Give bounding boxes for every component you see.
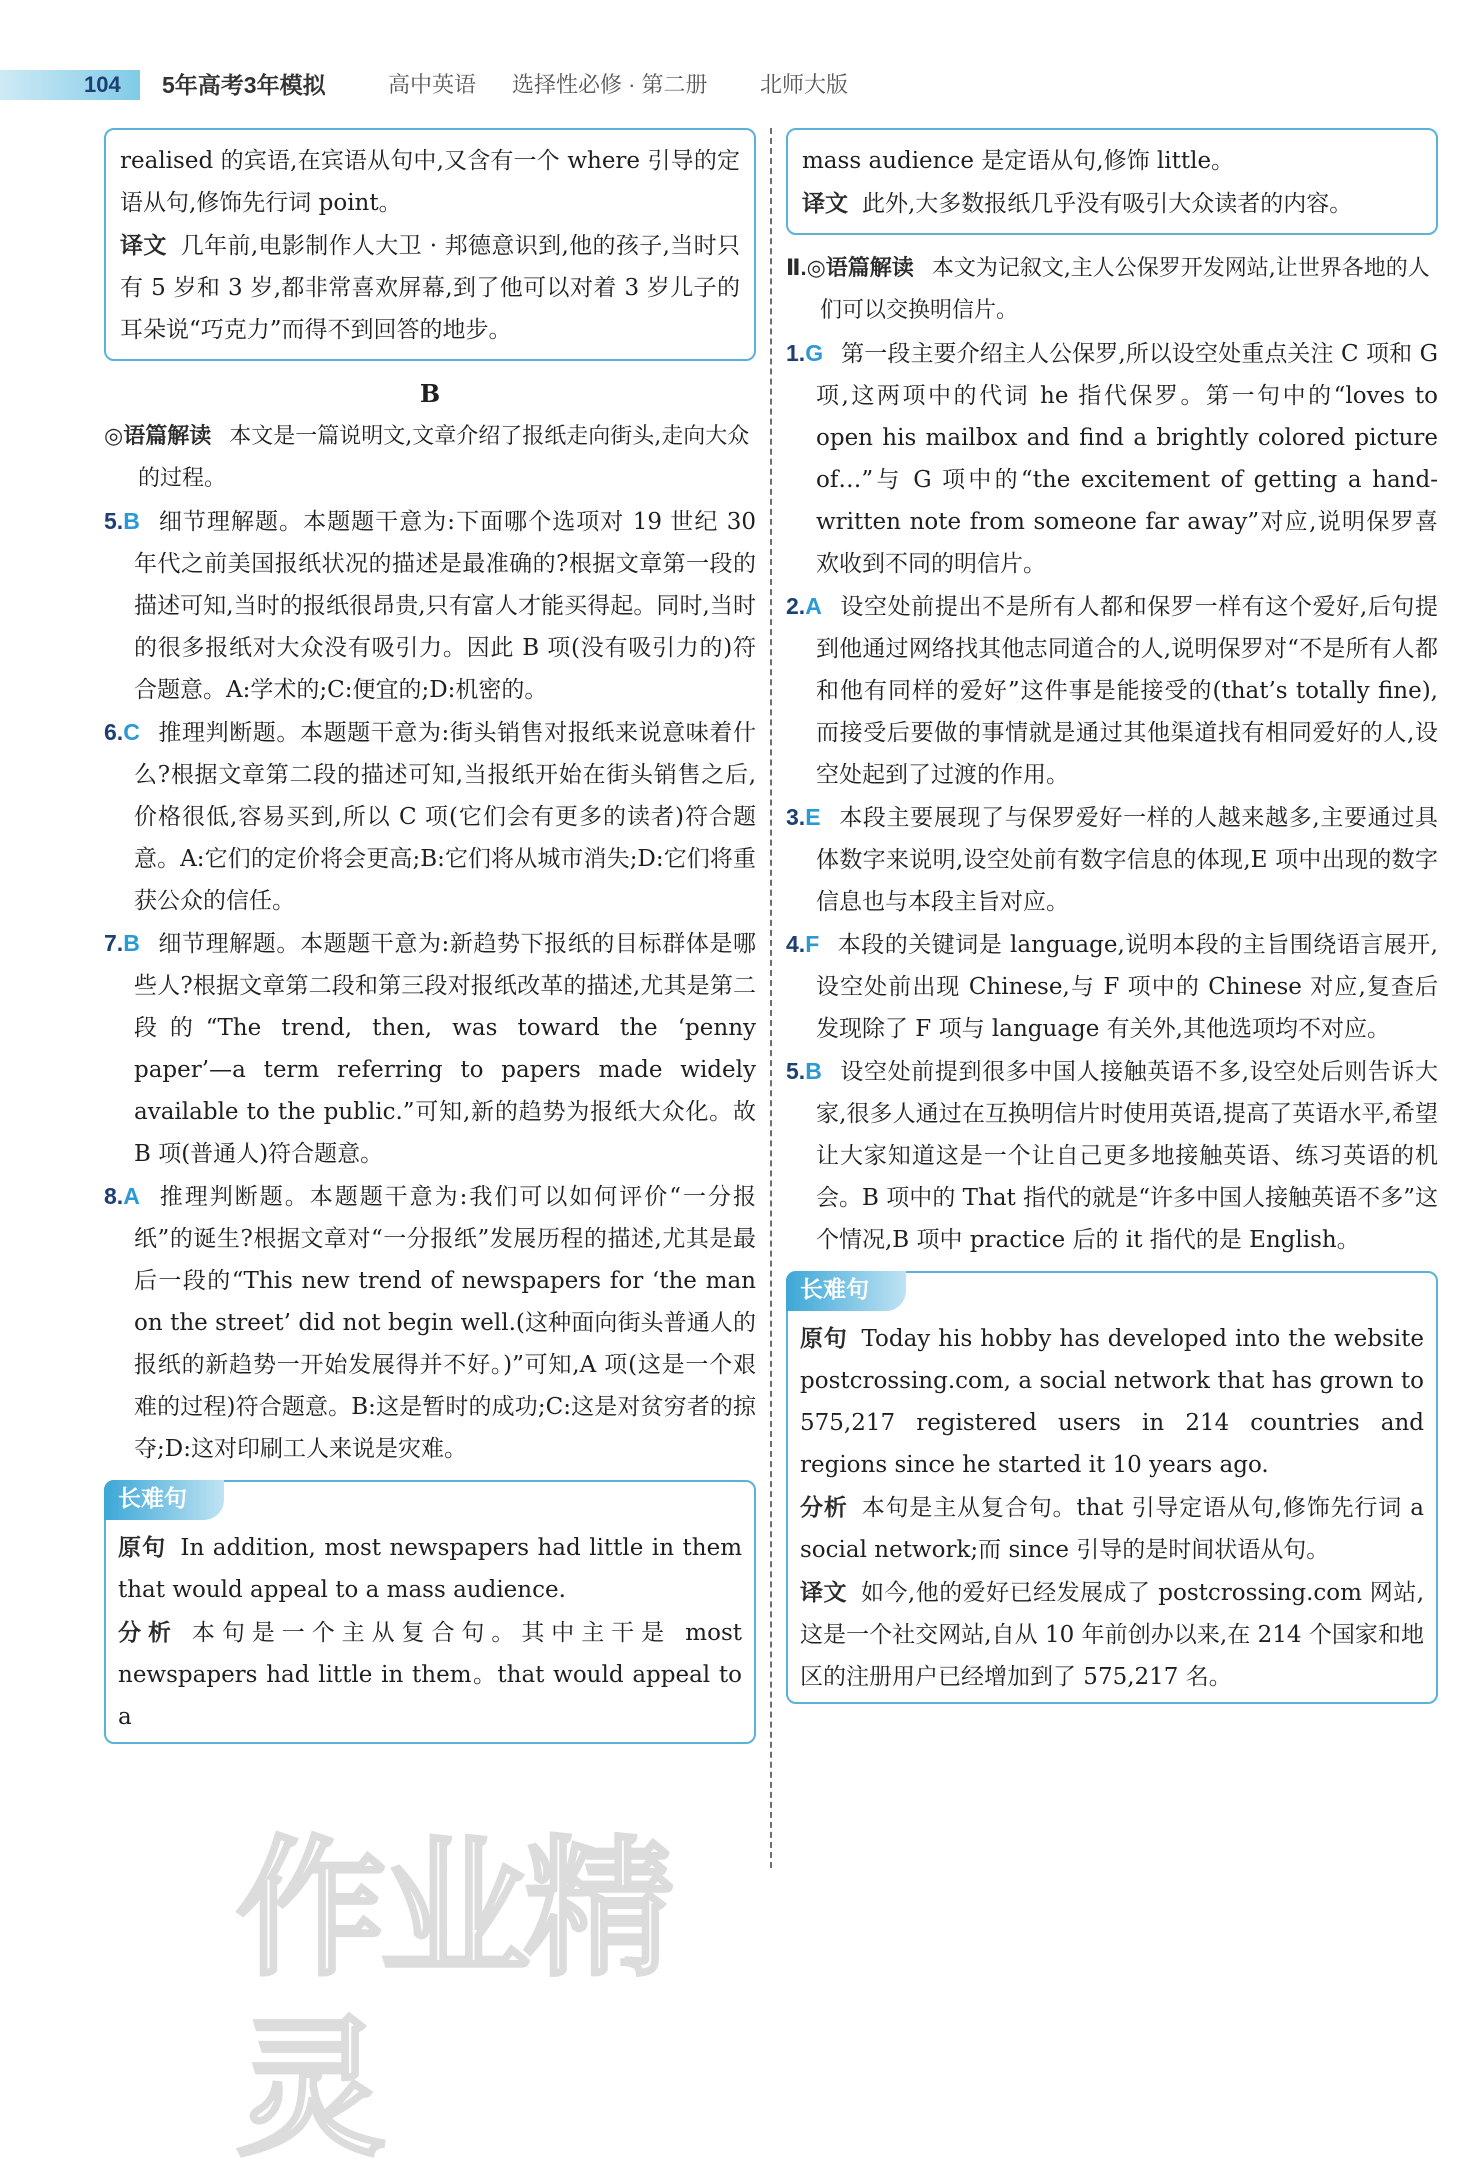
answer-letter: A bbox=[123, 1183, 140, 1209]
translation-paragraph bbox=[120, 224, 740, 351]
original-sentence bbox=[800, 1317, 1424, 1486]
answer-letter: B bbox=[805, 1058, 822, 1084]
edition-label: 北师大版 bbox=[760, 72, 849, 97]
answer-letter: C bbox=[123, 719, 140, 745]
passage-reading-label: Ⅱ.◎语篇解读 bbox=[786, 255, 914, 280]
answer-explanation: 细节理解题。本题题干意为:下面哪个选项对 19 世纪 30 年代之前美国报纸状况的描述是最准确的?根据文章第一段的描述可知,当时的报纸很昂贵,只有富人才能买得起。同时,当时的很多报纸对大众没有吸引力。因此 B 项(没有吸引力的)符合题意。A:学术的;C:便宜的;D:机密的。 bbox=[134, 509, 756, 703]
original-text: Today his hobby has developed into the website postcrossing.com, a social network that has grown to 575,217 registered users in 214 countries and regions since he started it 10 years ago. bbox=[800, 1326, 1425, 1478]
column-divider bbox=[770, 128, 772, 1868]
section-heading: B bbox=[419, 379, 441, 408]
translation-box bbox=[786, 128, 1438, 235]
analysis bbox=[800, 1486, 1424, 1571]
original-sentence bbox=[118, 1526, 742, 1611]
translation-box bbox=[104, 128, 756, 361]
long-sentence-box bbox=[786, 1271, 1438, 1704]
long-sentence-tag: 长难句 bbox=[104, 1480, 224, 1520]
question-number: 4. bbox=[786, 931, 806, 957]
answer-item bbox=[104, 922, 756, 1175]
translation bbox=[800, 1571, 1424, 1698]
long-sentence-tag: 长难句 bbox=[786, 1271, 906, 1311]
page-header bbox=[0, 58, 1477, 118]
answer-item bbox=[786, 585, 1438, 796]
translation-paragraph bbox=[802, 182, 1422, 225]
translation-label: 译文 bbox=[120, 232, 167, 258]
original-label: 原句 bbox=[118, 1534, 167, 1560]
question-number: 3. bbox=[786, 804, 806, 830]
question-number: 5. bbox=[104, 508, 124, 534]
passage-reading-label: ◎语篇解读 bbox=[104, 423, 212, 448]
answer-explanation: 设空处前提到很多中国人接触英语不多,设空处后则告诉大家,很多人通过在互换明信片时使用英语,提高了英语水平,希望让大家知道这是一个让自己更多地接触英语、练习英语的机会。B 项中的 That 指代的就是“许多中国人接触英语不多”这个情况,B 项中 practice 后的 it 指代的是 English。 bbox=[816, 1059, 1438, 1253]
answer-letter: B bbox=[123, 930, 140, 956]
subject-label: 高中英语 bbox=[388, 72, 477, 97]
analysis-text: 本句是一个主从复合句。其中主干是 most newspapers had little in them。that would appeal to a bbox=[118, 1620, 743, 1730]
translation-text: 此外,大多数报纸几乎没有吸引大众读者的内容。 bbox=[862, 191, 1353, 217]
passage-reading-text: 本文为记叙文,主人公保罗开发网站,让世界各地的人们可以交换明信片。 bbox=[820, 256, 1430, 323]
series-title: 5年高考3年模拟 bbox=[162, 72, 326, 98]
original-label: 原句 bbox=[800, 1325, 848, 1351]
long-sentence-box bbox=[104, 1480, 756, 1744]
analysis bbox=[118, 1611, 742, 1738]
page-number: 104 bbox=[84, 72, 121, 97]
answer-explanation: 第一段主要介绍主人公保罗,所以设空处重点关注 C 项和 G 项,这两项中的代词 he 指代保罗。第一句中的“loves to open his mailbox and find a brightly colored picture of…”与 G 项中的“the excitement of getting a hand-written note from someone far away”对应,说明保罗喜欢收到不同的明信片。 bbox=[816, 341, 1438, 577]
original-text: In addition, most newspapers had little in them that would appeal to a mass audience. bbox=[118, 1535, 743, 1603]
answer-item bbox=[786, 796, 1438, 923]
right-column bbox=[786, 128, 1438, 1704]
answer-item bbox=[786, 1050, 1438, 1261]
answer-explanation: 细节理解题。本题题干意为:新趋势下报纸的目标群体是哪些人?根据文章第二段和第三段对报纸改革的描述,尤其是第二段的“The trend, then, was toward the ‘penny paper’—a term referring to papers made widely available to the public.”可知,新的趋势为报纸大众化。故 B 项(普通人)符合题意。 bbox=[134, 931, 756, 1167]
answer-letter: A bbox=[805, 593, 822, 619]
answer-item bbox=[786, 332, 1438, 585]
analysis-text: 本句是主从复合句。that 引导定语从句,修饰先行词 a social network;而 since 引导的是时间状语从句。 bbox=[800, 1495, 1425, 1563]
translation-text: 如今,他的爱好已经发展成了 postcrossing.com 网站,这是一个社交网站,自从 10 年前创办以来,在 214 个国家和地区的注册用户已经增加到了 575,217 名。 bbox=[800, 1580, 1425, 1690]
answer-explanation: 设空处前提出不是所有人都和保罗一样有这个爱好,后句提到他通过网络找其他志同道合的人,说明保罗对“不是所有人都和他有同样的爱好”这件事是能接受的(that’s totally fine),而接受后要做的事情就是通过其他渠道找有相同爱好的人,设空处起到了过渡的作用。 bbox=[816, 594, 1438, 788]
box-text: mass audience 是定语从句,修饰 little。 bbox=[802, 148, 1235, 174]
translation-label: 译文 bbox=[800, 1579, 847, 1605]
passage-reading bbox=[786, 247, 1438, 332]
answer-explanation: 推理判断题。本题题干意为:我们可以如何评价“一分报纸”的诞生?根据文章对“一分报纸”发展历程的描述,尤其是最后一段的“This new trend of newspapers for ‘the man on the street’ did not begin well.(这种面向街头普通人的报纸的新趋势一开始发展得并不好。)”可知,A 项(这是一个艰难的过程)符合题意。B:这是暂时的成功;C:这是对贫穷者的掠夺;D:这对印刷工人来说是灾难。 bbox=[134, 1184, 756, 1462]
question-number: 7. bbox=[104, 930, 124, 956]
watermark: 作业精灵 bbox=[236, 1823, 669, 2177]
answer-item bbox=[786, 923, 1438, 1050]
book-label: 选择性必修 · 第二册 bbox=[512, 72, 708, 97]
answer-explanation: 本段的关键词是 language,说明本段的主旨围绕语言展开,设空处前出现 Chinese,与 F 项中的 Chinese 对应,复查后发现除了 F 项与 language 有关外,其他选项均不对应。 bbox=[816, 932, 1438, 1042]
answer-item bbox=[104, 711, 756, 922]
answer-letter: E bbox=[805, 804, 821, 830]
analysis-label: 分析 bbox=[118, 1619, 178, 1645]
answer-item bbox=[104, 1175, 756, 1470]
answer-letter: F bbox=[805, 931, 820, 957]
answer-letter: G bbox=[805, 340, 824, 366]
translation-text: 几年前,电影制作人大卫 · 邦德意识到,他的孩子,当时只有 5 岁和 3 岁,都非常喜欢屏幕,到了他可以对着 3 岁儿子的耳朵说“巧克力”而得不到回答的地步。 bbox=[120, 233, 741, 343]
analysis-label: 分析 bbox=[800, 1494, 848, 1520]
answer-explanation: 推理判断题。本题题干意为:街头销售对报纸来说意味着什么?根据文章第二段的描述可知,当报纸开始在街头销售之后,价格很低,容易买到,所以 C 项(它们会有更多的读者)符合题意。A:它们的定价将会更高;B:它们将从城市消失;D:它们将重获公众的信任。 bbox=[134, 720, 756, 914]
passage-reading-text: 本文是一篇说明文,文章介绍了报纸走向街头,走向大众的过程。 bbox=[138, 424, 750, 491]
left-column bbox=[104, 128, 756, 1744]
translation-label: 译文 bbox=[802, 190, 848, 216]
question-number: 6. bbox=[104, 719, 124, 745]
answer-letter: B bbox=[123, 508, 140, 534]
question-number: 8. bbox=[104, 1183, 124, 1209]
question-number: 2. bbox=[786, 593, 806, 619]
box-text: realised 的宾语,在宾语从句中,又含有一个 where 引导的定语从句,修饰先行词 point。 bbox=[120, 148, 740, 216]
answer-explanation: 本段主要展现了与保罗爱好一样的人越来越多,主要通过具体数字来说明,设空处前有数字信息的体现,E 项中出现的数字信息也与本段主旨对应。 bbox=[816, 805, 1438, 915]
answer-item bbox=[104, 500, 756, 711]
question-number: 5. bbox=[786, 1058, 806, 1084]
question-number: 1. bbox=[786, 340, 806, 366]
passage-reading bbox=[104, 415, 756, 500]
